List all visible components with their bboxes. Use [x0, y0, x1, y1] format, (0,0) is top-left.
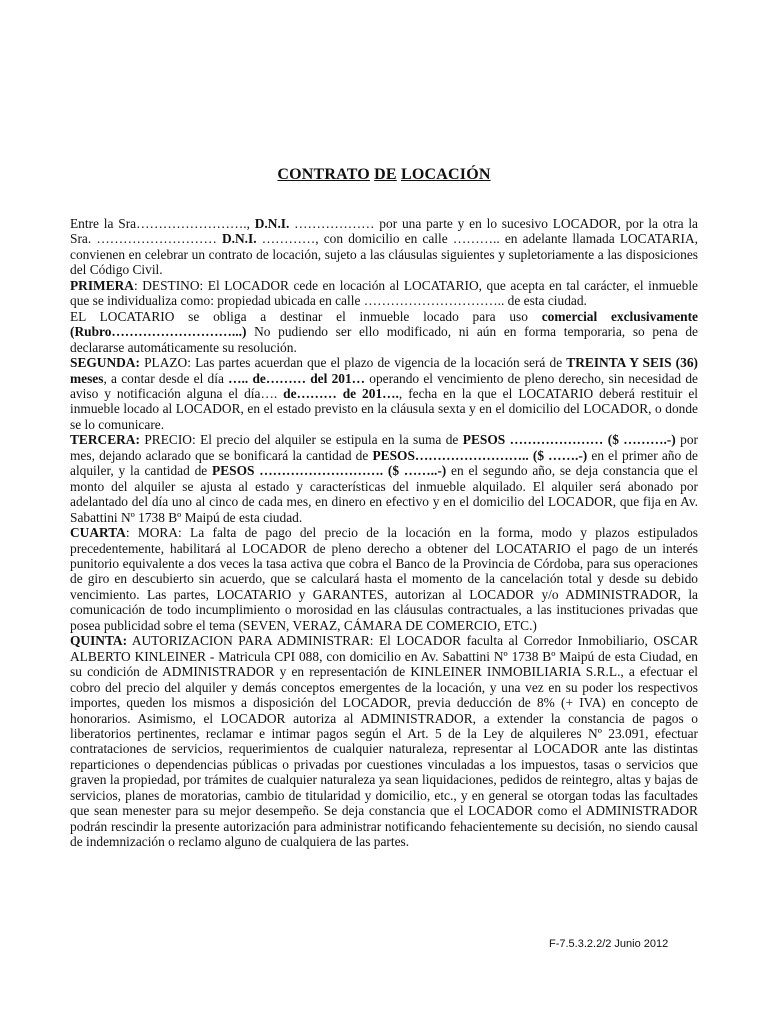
intro-text: Entre la Sra……………………., [70, 216, 255, 231]
intro-text: ……………… por una parte y en lo sucesivo LOCADOR, por la otra la Sra. ……………………… [70, 216, 699, 247]
clause-label: CUARTA [70, 525, 126, 541]
clause-label: PRIMERA [70, 277, 134, 293]
clause-label: SEGUNDA: [70, 355, 140, 371]
clause-segunda [70, 355, 698, 432]
clause-text: : DESTINO: El LOCADOR cede en locación al LOCATARIO, que acepta en tal carácter, el inmueble que se individualiza como: propiedad ubicada en calle ………………………….. de esta ciudad. [70, 277, 698, 309]
intro-text: …………, con domicilio en calle ……….. en adelante llamada LOCATARIA, convienen en celebrar un contrato de locación, sujeto a las cláusulas siguientes y supletoriamente a las disposiciones del Código Civil. [70, 231, 698, 278]
clause-text: PLAZO: Las partes acuerdan que el plazo de vigencia de la locación será de [139, 355, 567, 371]
clause-cuarta [70, 525, 698, 633]
clause-emphasis: comercial exclusivamente (Rubro………………………...) [70, 308, 698, 340]
clause-text: AUTORIZACION PARA ADMINISTRAR: El LOCADOR faculta al Corredor Inmobiliario, OSCAR ALBERTO KINLEINER - Matricula CPI 088, con domicilio en Av. Sabattini Nº 1738 Bº Maipú de esta Ciudad, en su condición de ADMINISTRADOR y en representación de KINLEINER INMOBILIARIA S.R.L., a efectuar el cobro del precio del alquiler y demás conceptos emergentes de la locación, y una vez en su poder los respectivos importes, queden los mismos a disposición del LOCADOR, previa deducción de 8% (+ IVA) en concepto de honorarios. Asimismo, el LOCADOR autoriza al ADMINISTRADOR, a extender la constancia de pagos o liberatorios pertinentes, reclamar e intimar pagos según el Art. 5 de la Ley de alquileres Nº 23.091, efectuar contrataciones de servicios, requerimientos de cualquier naturaleza, representar al LOCADOR ante las distintas reparticiones o dependencias públicas o privadas por cuestiones vinculadas a los impuestos, tasas o servicios que graven la propiedad, por trámites de cualquier naturaleza ya sean liquidaciones, pedidos de reintegro, altas y bajas de servicios, planes de moratorias, cambio de titularidad y domicilio, etc., y en general se otorgan todas las facultades que sean menester para su mejor desempeño. Se deja constancia que el LOCADOR como el ADMINISTRADOR podrán rescindir la presente autorización para administrar notificando fehacientemente su decisión, no siendo causal de indemnización o reclamo alguno de cualquiera de las partes. [70, 633, 698, 850]
dni-label: D.N.I. [221, 231, 257, 247]
intro-paragraph [70, 216, 698, 278]
clause-tercera [70, 432, 698, 525]
clause-emphasis: TREINTA Y SEIS (36) meses [70, 355, 698, 386]
clause-primera [70, 278, 698, 309]
clause-emphasis: ($ …….-) [532, 447, 588, 463]
title-word-contrato: CONTRATO [277, 166, 370, 183]
form-code-footer: F-7.5.3.2.2/2 Junio 2012 [549, 938, 669, 950]
title-word-locacion: LOCACIÓN [401, 166, 491, 183]
clause-text: por mes, dejando aclarado que se bonificará la cantidad de [70, 432, 698, 463]
clause-text: : MORA: La falta de pago del precio de la locación en la forma, modo y plazos estipulados precedentemente, habilitará al LOCADOR de pleno derecho a obtener del LOCATARIO el pago de un interés punitorio equivalente a dos veces la tasa activa que cobra el Banco de la Provincia de Córdoba, para sus operaciones de giro en descubierto sin acuerdo, que se calculará hasta el momento de la cancelación total y desde su debido vencimiento. Las partes, LOCATARIO y GARANTES, autorizan al LOCADOR y/o ADMINISTRADOR, la comunicación de todo incumplimiento o morosidad en las cláusulas contractuales, a las instituciones privadas que posea publicidad sobre el tema (SEVEN, VERAZ, CÁMARA DE COMERCIO, ETC.) [70, 525, 698, 633]
clause-text: , a contar desde el día [103, 370, 229, 386]
clause-text: , fecha en la que el LOCATARIO deberá restituir el inmueble locado al LOCADOR, en el estado previsto en la cláusula sexta y en el domicilio del LOCADOR, o donde se lo comunicare. [70, 385, 699, 432]
clause-emphasis: PESOS…………………….. [372, 447, 529, 463]
clause-emphasis: ….. de……… del 201… [228, 370, 366, 386]
clause-quinta [70, 633, 698, 849]
clause-text: en el segundo año, se deja constancia que el monto del alquiler se ajusta al estado y características del inmueble alquilado. El alquiler será abonado por adelantado del día uno al cinco de cada mes, en dinero en efectivo y en el domicilio del LOCADOR, que fija en Av. Sabattini Nº 1738 Bº Maipú de esta ciudad. [70, 463, 698, 525]
clause-text: EL LOCATARIO se obliga a destinar el inmueble locado para uso [70, 308, 542, 324]
title-word-de: DE [374, 166, 397, 183]
clause-text: PRECIO: El precio del alquiler se estipula en la suma de [139, 432, 463, 448]
clause-label: QUINTA: [70, 633, 128, 649]
contract-title [0, 166, 768, 184]
contract-body [70, 216, 698, 850]
clause-emphasis: PESOS ………………… ($ ……….-) [462, 432, 676, 448]
clause-locatario-uso [70, 309, 698, 355]
clause-label: TERCERA: [70, 432, 140, 448]
clause-emphasis: PESOS ………………………. ($ ……..-) [212, 463, 447, 479]
clause-text: en el primer año de alquiler, y la cantidad de [70, 447, 698, 479]
dni-label: D.N.I. [254, 216, 290, 231]
clause-text: operando el vencimiento de pleno derecho, sin necesidad de aviso y notificación alguna el día…. [70, 370, 698, 401]
clause-emphasis: de……… de 201…. [283, 385, 399, 401]
clause-text: No pudiendo ser ello modificado, ni aún en forma temporaria, so pena de declararse automáticamente su resolución. [70, 324, 698, 355]
